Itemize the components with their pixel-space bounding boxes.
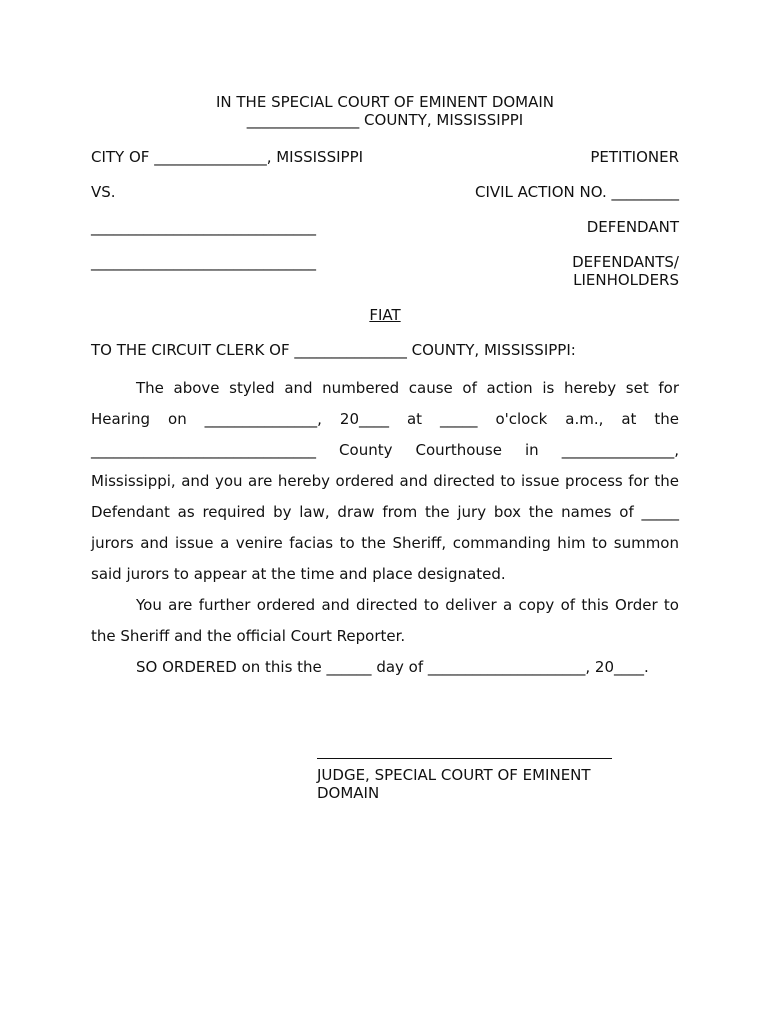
order-body [91, 373, 679, 683]
addressee-line: TO THE CIRCUIT CLERK OF _______________ COUNTY, MISSISSIPPI: [91, 341, 576, 359]
paragraph-1-line-3: ______________________________ County Courthouse in _______________, [91, 441, 679, 459]
lienholder-name-line: ______________________________ [91, 253, 316, 271]
document-title: FIAT [369, 306, 401, 324]
defendant-name-line: ______________________________ [91, 218, 316, 236]
county-line: _______________ COUNTY, MISSISSIPPI [246, 111, 524, 129]
court-caption [91, 93, 679, 129]
civil-action-number: CIVIL ACTION NO. _________ [474, 183, 679, 201]
lienholders-label: LIENHOLDERS [573, 271, 679, 289]
city-of-field: CITY OF _______________, MISSISSIPPI [91, 148, 364, 166]
petitioner-label: PETITIONER [590, 148, 679, 166]
signature-line [317, 758, 612, 759]
lienholders-row [91, 253, 679, 289]
judge-signature-label: JUDGE, SPECIAL COURT OF EMINENT DOMAIN [317, 766, 591, 802]
defendants-label: DEFENDANTS/ [572, 253, 679, 271]
vs-label: VS. [91, 183, 116, 201]
defendant-label: DEFENDANT [586, 218, 679, 236]
defendants-lienholders-label [572, 253, 679, 289]
signature-block [317, 758, 617, 802]
paragraph-2: You are further ordered and directed to deliver a copy of this Order to the Sheriff and the official Court Reporter. [91, 596, 679, 645]
court-name: IN THE SPECIAL COURT OF EMINENT DOMAIN [215, 93, 555, 111]
paragraph-1-line-2: Hearing on _______________, 20____ at _____ o'clock a.m., at the [91, 410, 679, 428]
document-page [91, 93, 679, 683]
paragraph-1-line-1: The above styled and numbered cause of action is hereby set for [136, 379, 679, 397]
petitioner-row [91, 148, 679, 166]
paragraph-1-rest: Mississippi, and you are hereby ordered and directed to issue process for the Defendant as required by law, draw from the jury box the names of _____ jurors and issue a venire facias to the Sheriff, commanding him to summon said jurors to appear at the time and place designated. [91, 472, 679, 583]
defendant-row [91, 218, 679, 236]
vs-row [91, 183, 679, 201]
paragraph-3: SO ORDERED on this the ______ day of _____________________, 20____. [136, 658, 649, 676]
